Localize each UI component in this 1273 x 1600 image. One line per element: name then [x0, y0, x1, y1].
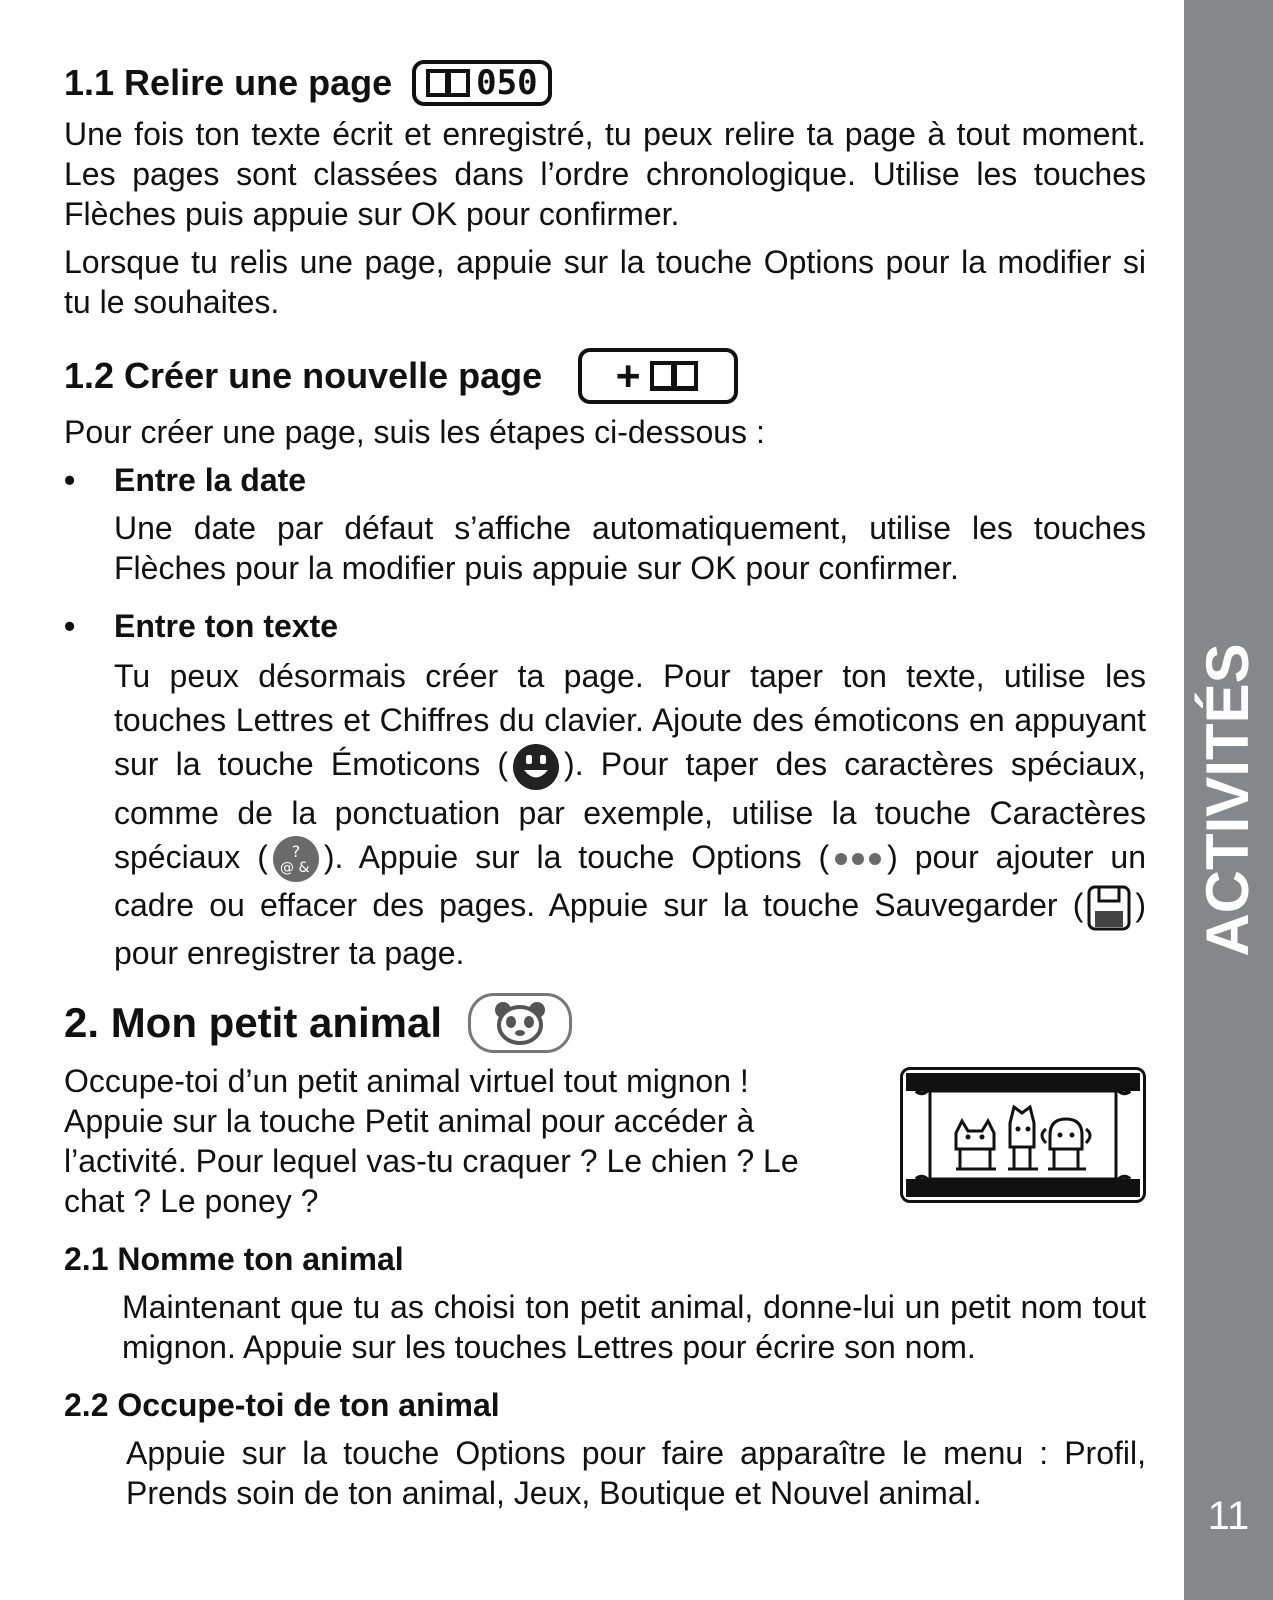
page-content — [64, 60, 1146, 1513]
section-heading-1-1 — [64, 60, 1146, 106]
paragraph — [64, 654, 1146, 975]
animal-intro — [64, 1061, 1146, 1221]
bullet-date — [64, 460, 1146, 500]
book-counter-icon — [412, 60, 551, 106]
paragraph: Une fois ton texte écrit et enregistré, tu peux relire ta page à tout moment. Les pages sont classées dans l’ordre chronologique. Utilise les touches Flèches puis appuie sur OK pour confirmer. — [64, 116, 1146, 232]
panda-face-icon — [468, 993, 572, 1053]
text-run: ). Appuie sur la touche Options ( — [323, 838, 830, 875]
text-run: ). Pour taper des caractères spéciaux, comme de la ponctuation par exemple, utilise la touche Caractères spéciaux ( — [114, 746, 1146, 875]
sidebar-label: ACTIVITÉS — [1194, 643, 1261, 957]
pet-selection-screen — [900, 1067, 1146, 1203]
special-characters-icon — [272, 835, 320, 883]
section-heading-1-2 — [64, 348, 1146, 404]
paragraph: Une date par défaut s’affiche automatiquement, utilise les touches Flèches pour la modifier puis appuie sur OK pour confirmer. — [114, 510, 1146, 586]
svg-text:&: & — [298, 860, 310, 877]
animal-text — [64, 1061, 844, 1221]
bullet-marker: • — [64, 462, 76, 498]
paragraph: Occupe-toi d’un petit animal virtuel tout mignon ! Appuie sur la touche Petit animal pour accéder à l’activité. Pour lequel vas-tu craquer ? Le chien ? Le chat ? Le poney ? — [64, 1062, 799, 1219]
bullet-title: Entre ton texte — [114, 608, 339, 644]
paragraph: Maintenant que tu as choisi ton petit animal, donne-lui un petit nom tout mignon. Appuie sur les touches Lettres pour écrire son nom. — [122, 1288, 1146, 1365]
save-floppy-icon — [1087, 885, 1131, 931]
bullet-title: Entre la date — [114, 462, 307, 498]
text-run: ) pour enregistrer ta page. — [114, 887, 1146, 971]
paragraph: Pour créer une page, suis les étapes ci-dessous : — [64, 414, 765, 450]
svg-text:?: ? — [291, 842, 301, 862]
paragraph: Lorsque tu relis une page, appuie sur la touche Options pour la modifier si tu le souhaites. — [64, 244, 1146, 320]
counter-text: 050 — [476, 63, 538, 103]
page-number: 11 — [1207, 1494, 1250, 1538]
section-title: 1.2 Créer une nouvelle page — [64, 355, 543, 396]
options-dots-icon — [833, 851, 883, 867]
section-title: 1.1 Relire une page — [64, 62, 393, 103]
book-icon — [650, 360, 700, 392]
section-title: 2. Mon petit animal — [64, 998, 443, 1046]
bullet-text — [64, 606, 1146, 646]
section-heading-2 — [64, 993, 1146, 1053]
plus-icon: + — [616, 353, 641, 399]
subsection-heading-2-2: 2.2 Occupe-toi de ton animal — [64, 1386, 500, 1423]
text-run: ) pour ajouter un cadre ou effacer des pages. Appuie sur la touche Sauvegarder ( — [114, 838, 1147, 924]
new-page-icon — [578, 348, 738, 404]
paragraph: Appuie sur la touche Options pour faire apparaître le menu : Profil, Prends soin de ton animal, Jeux, Boutique et Nouvel animal. — [126, 1434, 1146, 1511]
text-run: Tu peux désormais créer ta page. Pour taper ton texte, utilise les touches Lettres et Chiffres du clavier. Ajoute des émoticons en appuyant sur la touche Émoticons ( — [114, 658, 1146, 782]
bullet-marker: • — [64, 608, 76, 644]
emoticon-icon — [512, 743, 560, 791]
svg-text:@: @ — [279, 860, 294, 877]
book-icon — [426, 68, 472, 98]
pets-illustration — [906, 1073, 1140, 1197]
subsection-heading-2-1: 2.1 Nomme ton animal — [64, 1240, 404, 1277]
